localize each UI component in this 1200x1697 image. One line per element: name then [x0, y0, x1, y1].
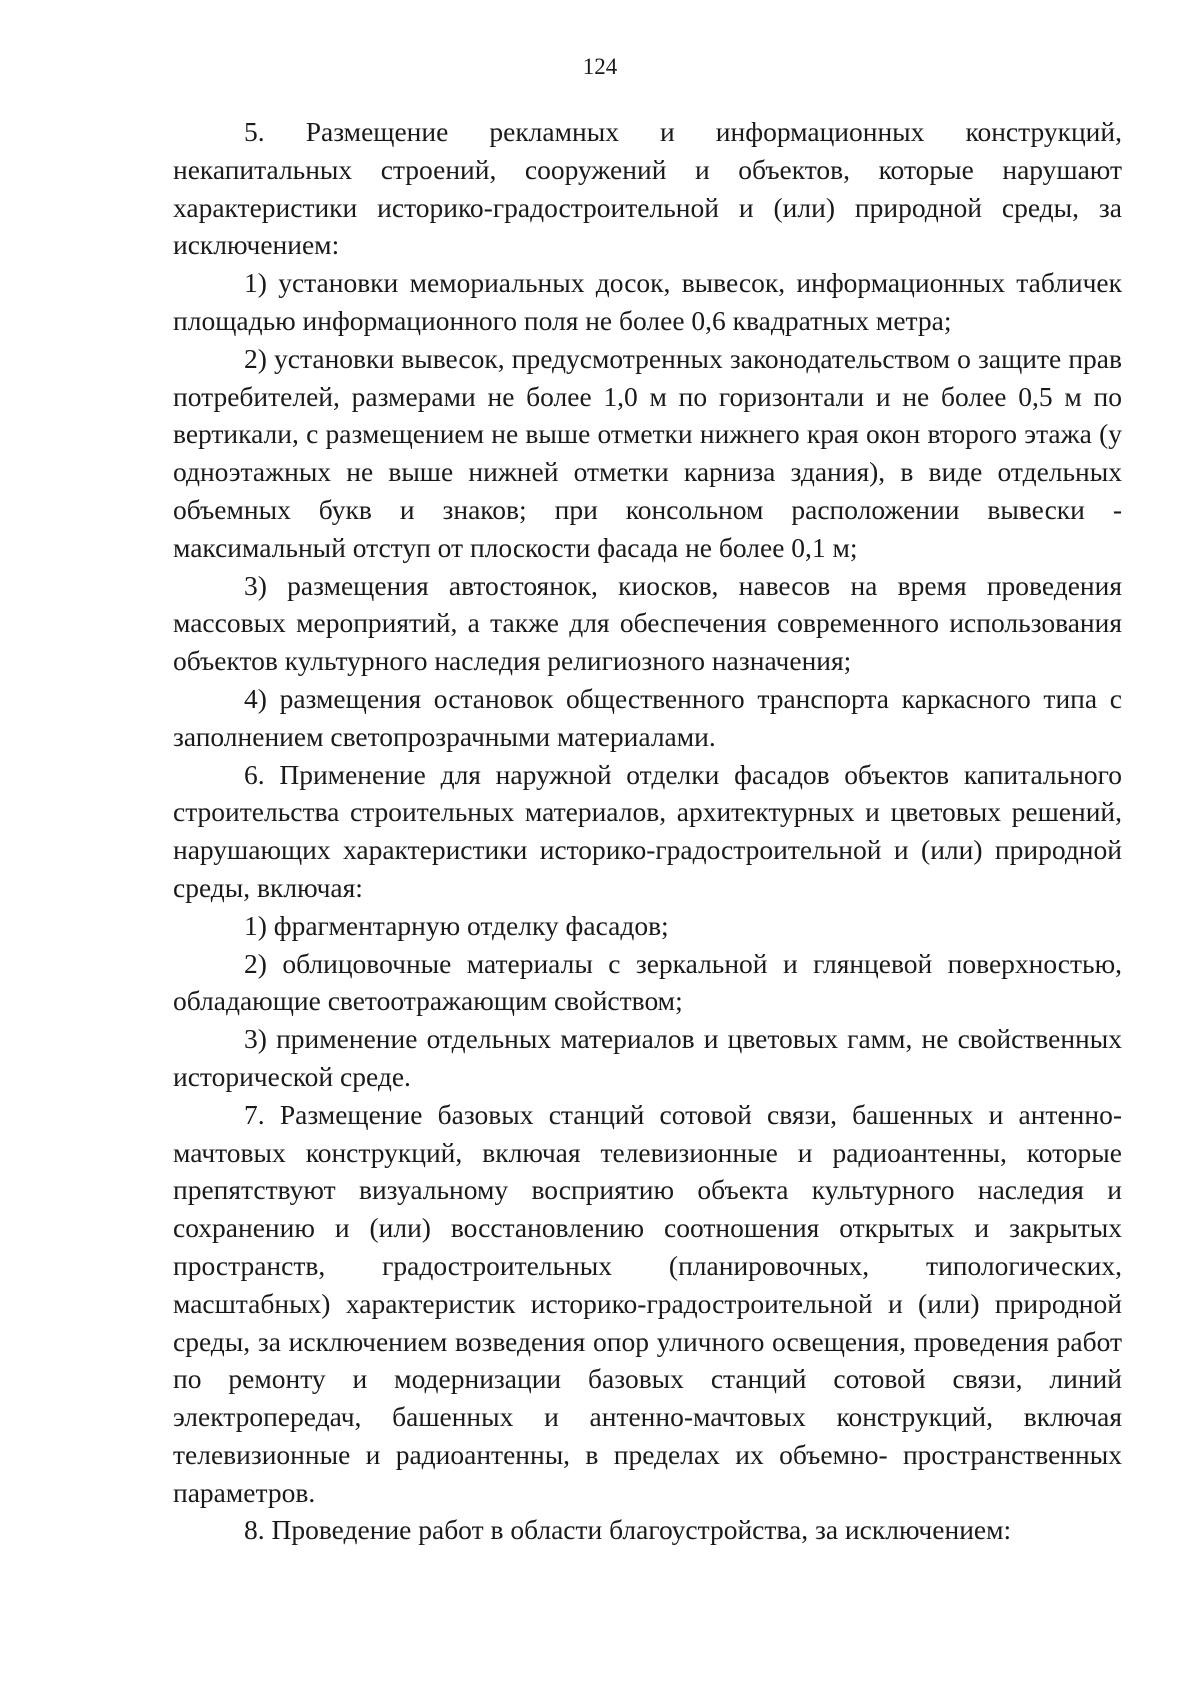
- document-body: [173, 113, 1122, 1549]
- paragraph-item-5: 5. Размещение рекламных и информационных конструкций, некапитальных строений, сооружений и объектов, которые нарушают характеристики историко-градостроительной и (или) природной среды, за исключением:: [173, 116, 1122, 261]
- paragraph-subitem-5-1: 1) установки мемориальных досок, вывесок, информационных табличек площадью информационного поля не более 0,6 квадратных метра;: [173, 267, 1122, 336]
- paragraph-subitem-5-2: 2) установки вывесок, предусмотренных законодательством о защите прав потребителей, размерами не более 1,0 м по горизонтали и не более 0,5 м по вертикали, с размещением не выше отметки нижнего края окон второго этажа (у одноэтажных не выше нижней отметки карниза здания), в виде отдельных объемных букв и знаков; при консольном расположении вывески - максимальный отступ от плоскости фасада не более 0,1 м;: [173, 342, 1122, 563]
- paragraph-item-7: 7. Размещение базовых станций сотовой связи, башенных и антенно-мачтовых конструкций, включая телевизионные и радиоантенны, которые препятствуют визуальному восприятию объекта культурного наследия и сохранению и (или) восстановлению соотношения открытых и закрытых пространств, градостроительных (планировочных, типологических, масштабных) характеристик историко-градостроительной и (или) природной среды, за исключением возведения опор уличного освещения, проведения работ по ремонту и модернизации базовых станций сотовой связи, линий электропередач, башенных и антенно-мачтовых конструкций, включая телевизионные и радиоантенны, в пределах их объемно- пространственных параметров.: [173, 1098, 1122, 1508]
- paragraph-subitem-5-4: 4) размещения остановок общественного транспорта каркасного типа с заполнением светопрозрачными материалами.: [173, 682, 1122, 752]
- page-number: 124: [582, 54, 618, 79]
- paragraph-subitem-6-3: 3) применение отдельных материалов и цветовых гамм, не свойственных исторической среде.: [173, 1023, 1122, 1092]
- paragraph-item-8: 8. Проведение работ в области благоустройства, за исключением:: [244, 1514, 1012, 1546]
- paragraph-subitem-5-3: 3) размещения автостоянок, киосков, навесов на время проведения массовых мероприятий, а также для обеспечения современного использования объектов культурного наследия религиозного назначения;: [173, 569, 1122, 677]
- paragraph-item-6: 6. Применение для наружной отделки фасадов объектов капитального строительства строительных материалов, архитектурных и цветовых решений, нарушающих характеристики историко-градостроительной и (или) природной среды, включая:: [173, 758, 1122, 903]
- paragraph-subitem-6-1: 1) фрагментарную отделку фасадов;: [244, 909, 669, 941]
- paragraph-subitem-6-2: 2) облицовочные материалы с зеркальной и глянцевой поверхностью, обладающие светоотражающим свойством;: [173, 947, 1122, 1017]
